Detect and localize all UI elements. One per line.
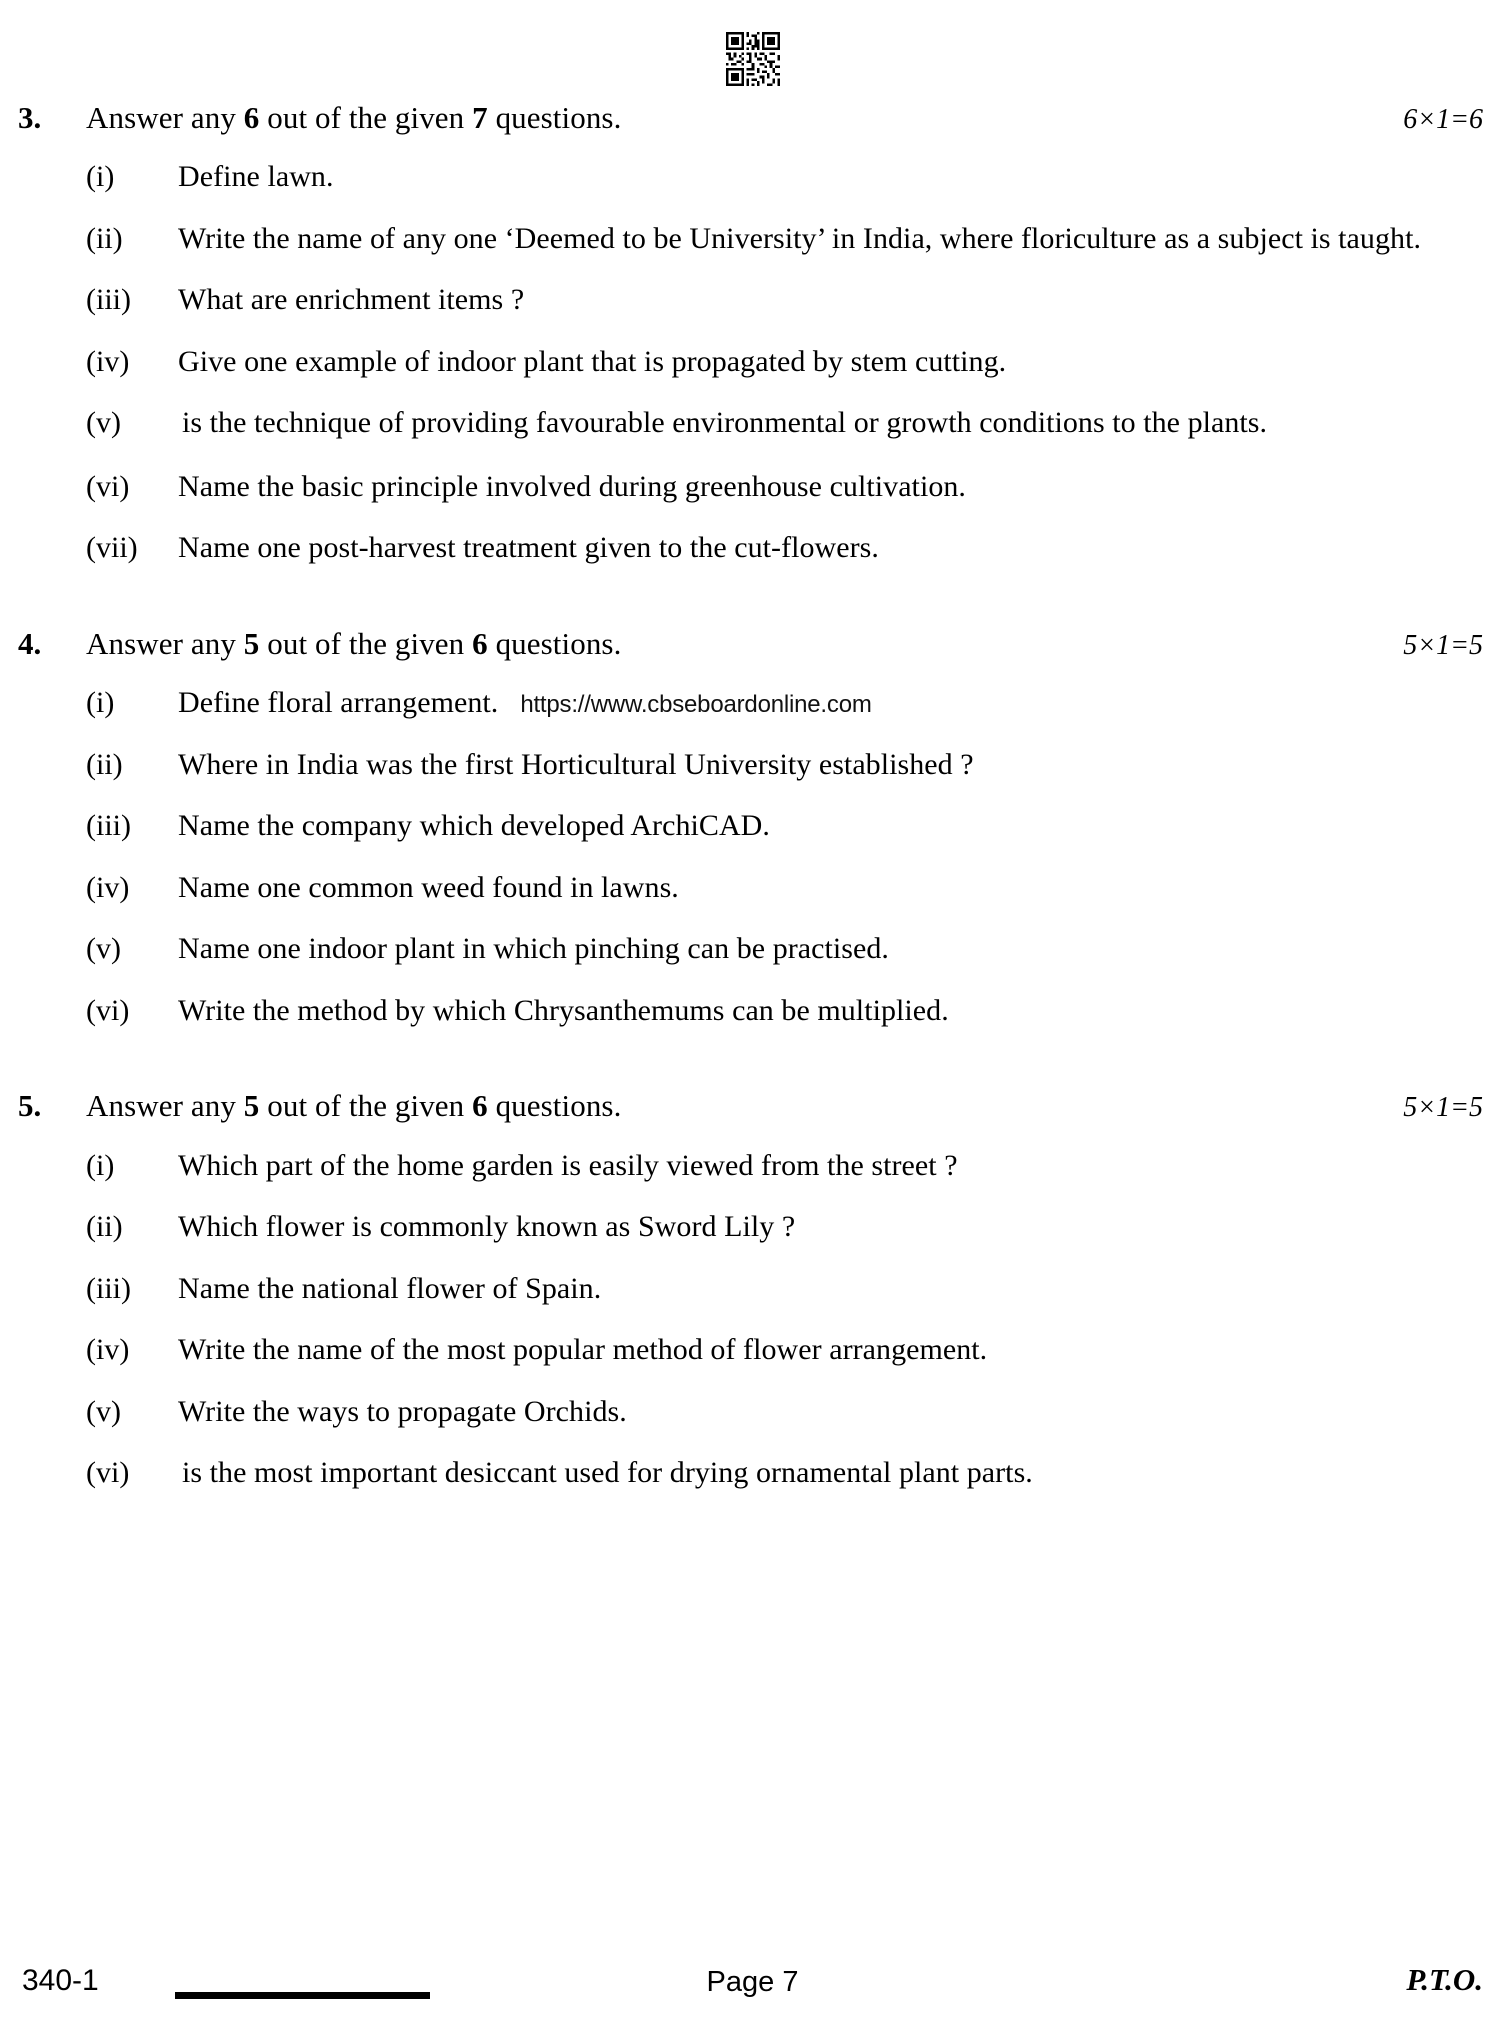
question-heading: [0, 96, 1505, 141]
question-heading-text: [86, 1084, 1403, 1128]
sub-question-list: [0, 1144, 1505, 1497]
sub-question-item: [0, 465, 1505, 509]
heading-part-pre: Answer any: [86, 1088, 244, 1124]
sub-question-label: (iii): [86, 283, 131, 317]
heading-part-post: questions.: [487, 625, 622, 661]
sub-question-item: [0, 804, 1505, 848]
question-heading-text: [86, 622, 1403, 666]
sub-question-text: Name one indoor plant in which pinching can be practised.: [178, 932, 889, 966]
sub-question-item: [0, 526, 1505, 570]
sub-question-label: (vi): [86, 993, 130, 1027]
question-list: [0, 96, 1505, 1515]
watermark-url: https://www.cbseboardonline.com: [520, 691, 872, 719]
sub-question-item: [0, 743, 1505, 787]
sub-question-item: [0, 1267, 1505, 1311]
sub-question-text: Which flower is commonly known as Sword Lily ?: [178, 1210, 796, 1244]
question-block-4: [0, 622, 1505, 1032]
sub-question-item: [0, 340, 1505, 384]
heading-part-mid: out of the given: [259, 1088, 473, 1124]
sub-question-item: [0, 278, 1505, 322]
qr-code-icon: [718, 32, 788, 86]
heading-count-total: 7: [472, 100, 488, 135]
sub-question-list: [0, 681, 1505, 1032]
sub-question-label: (vii): [86, 531, 138, 565]
heading-part-post: questions.: [487, 100, 622, 135]
sub-question-label: (i): [86, 160, 115, 194]
sub-question-item: [0, 1144, 1505, 1188]
heading-count-total: 6: [472, 625, 488, 661]
sub-question-item: [0, 155, 1505, 199]
sub-question-text-body: Define floral arrangement.: [178, 686, 499, 720]
sub-question-text: Name one common weed found in lawns.: [178, 870, 679, 904]
sub-question-list: [0, 155, 1505, 570]
heading-part-pre: Answer any: [86, 625, 244, 661]
sub-question-text: Name the national flower of Spain.: [178, 1271, 602, 1305]
sub-question-label: (ii): [86, 1210, 123, 1244]
question-heading-text: [86, 96, 1403, 140]
sub-question-label: (ii): [86, 747, 123, 781]
sub-question-text: [178, 1451, 1455, 1497]
sub-question-text: Name one post-harvest treatment given to the cut-flowers.: [178, 531, 879, 565]
sub-question-text: Where in India was the first Horticultural University established ?: [178, 747, 974, 781]
sub-question-text: Define lawn.: [178, 160, 334, 194]
paper-code: 340-1: [22, 1964, 99, 1997]
sub-question-label: (i): [86, 686, 115, 720]
heading-part-pre: Answer any: [86, 100, 244, 135]
sub-question-text: What are enrichment items ?: [178, 283, 525, 317]
sub-question-item: [0, 1205, 1505, 1249]
heading-part-mid: out of the given: [259, 100, 473, 135]
sub-question-label: (iv): [86, 1333, 130, 1367]
sub-question-item: [0, 217, 1505, 261]
sub-question-item: [0, 401, 1505, 447]
sub-question-item: [0, 989, 1505, 1033]
heading-count-total: 6: [472, 1088, 488, 1124]
sub-question-text-body: is the most important desiccant used for drying ornamental plant parts.: [182, 1456, 1033, 1490]
sub-question-label: (iv): [86, 344, 130, 378]
sub-question-text: Name the company which developed ArchiCAD.: [178, 809, 770, 843]
sub-question-text: Name the basic principle involved during greenhouse cultivation.: [178, 469, 966, 503]
sub-question-text-body: is the technique of providing favourable environmental or growth conditions to the plants.: [182, 406, 1268, 440]
sub-question-label: (v): [86, 406, 121, 440]
pto-marker: P.T.O.: [1406, 1962, 1483, 1997]
sub-question-item: [0, 1390, 1505, 1434]
page-number: Page 7: [706, 1966, 799, 1998]
sub-question-text: Write the ways to propagate Orchids.: [178, 1394, 627, 1428]
sub-question-label: (vi): [86, 1456, 130, 1490]
sub-question-text: Give one example of indoor plant that is propagated by stem cutting.: [178, 344, 1007, 378]
sub-question-item: [0, 866, 1505, 910]
sub-question-label: (iii): [86, 1271, 131, 1305]
sub-question-text: [178, 681, 1455, 725]
sub-question-label: (ii): [86, 221, 123, 255]
sub-question-label: (iv): [86, 870, 130, 904]
sub-question-item: [0, 681, 1505, 725]
sub-question-label: (vi): [86, 469, 130, 503]
sub-question-text: Write the name of any one ‘Deemed to be University’ in India, where floriculture as a subject is taught.: [178, 221, 1422, 255]
page-footer: [0, 1960, 1505, 2012]
heading-count-choose: 5: [243, 1088, 260, 1124]
heading-part-post: questions.: [487, 1088, 622, 1124]
question-heading: [0, 622, 1505, 667]
question-block-3: [0, 96, 1505, 570]
question-heading: [0, 1084, 1505, 1129]
heading-count-choose: 5: [243, 625, 260, 661]
sub-question-text: [178, 401, 1455, 447]
sub-question-item: [0, 1451, 1505, 1497]
sub-question-label: (v): [86, 1394, 121, 1428]
question-number: 4.: [18, 625, 42, 661]
question-block-5: [0, 1084, 1505, 1496]
sub-question-item: [0, 1328, 1505, 1372]
heading-count-choose: 6: [243, 100, 260, 135]
sub-question-label: (v): [86, 932, 121, 966]
sub-question-text: Write the name of the most popular method of flower arrangement.: [178, 1333, 988, 1367]
sub-question-text: Write the method by which Chrysanthemums can be multiplied.: [178, 993, 949, 1027]
sub-question-item: [0, 927, 1505, 971]
sub-question-label: (iii): [86, 809, 131, 843]
marks-allocation: 6×1=6: [1403, 104, 1483, 135]
marks-allocation: 5×1=5: [1403, 1092, 1483, 1124]
sub-question-text: Which part of the home garden is easily viewed from the street ?: [178, 1148, 958, 1182]
heading-part-mid: out of the given: [259, 625, 473, 661]
marks-allocation: 5×1=5: [1403, 629, 1483, 661]
sub-question-label: (i): [86, 1148, 115, 1182]
question-number: 3.: [18, 100, 42, 135]
question-number: 5.: [18, 1088, 42, 1124]
